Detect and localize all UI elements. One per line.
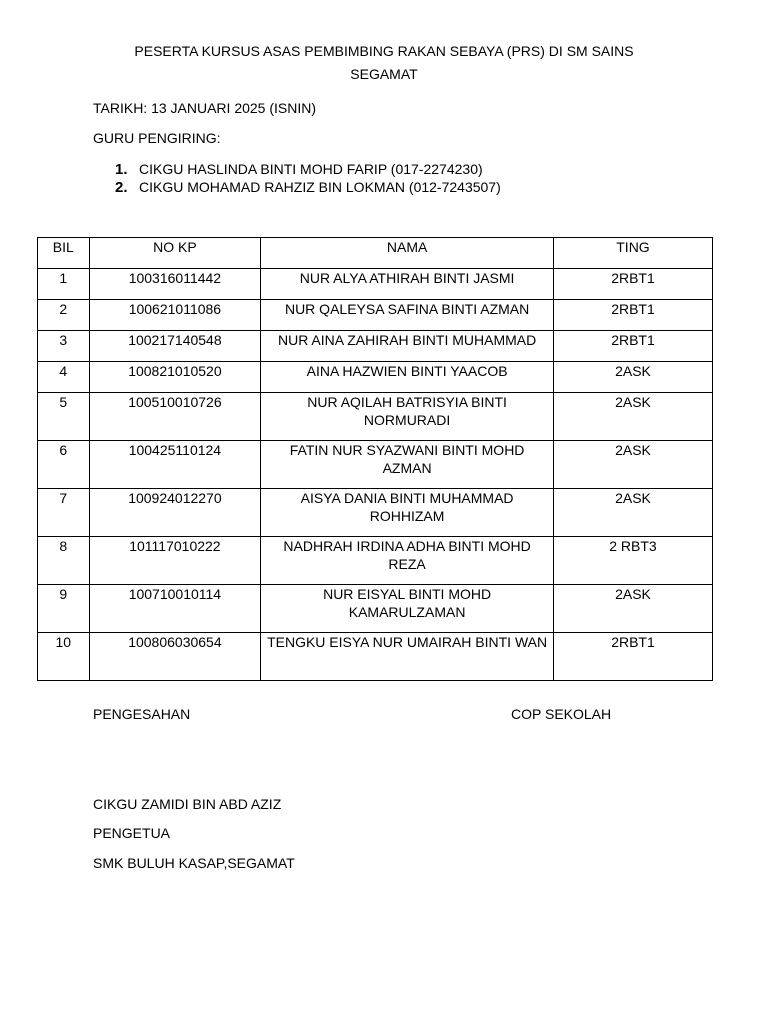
title-line-2: SEGAMAT	[350, 66, 418, 82]
teacher-number: 1.	[115, 161, 128, 178]
school-name: SMK BULUH KASAP,SEGAMAT	[93, 855, 295, 871]
participant-table	[37, 237, 713, 681]
stamp-label: COP SEKOLAH	[511, 706, 612, 722]
cell-ting: 2RBT1	[553, 269, 712, 300]
cell-nama: TENGKU EISYA NUR UMAIRAH BINTI WAN	[261, 633, 554, 681]
document-title	[100, 40, 668, 86]
cell-bil: 9	[38, 585, 90, 633]
cell-bil: 4	[38, 362, 90, 393]
title-line-1: PESERTA KURSUS ASAS PEMBIMBING RAKAN SEBAYA (PRS) DI SM SAINS	[134, 43, 634, 59]
cell-bil: 10	[38, 633, 90, 681]
teacher-list	[115, 160, 501, 196]
signatory-title: PENGETUA	[93, 825, 171, 841]
table-row	[38, 441, 713, 489]
cell-nama: NUR AINA ZAHIRAH BINTI MUHAMMAD	[261, 331, 554, 362]
table-row	[38, 585, 713, 633]
cell-bil: 2	[38, 300, 90, 331]
teacher-text: CIKGU MOHAMAD RAHZIZ BIN LOKMAN (012-7243507)	[139, 179, 501, 195]
cell-nama: NADHRAH IRDINA ADHA BINTI MOHD REZA	[261, 537, 554, 585]
cell-ting: 2ASK	[553, 393, 712, 441]
cell-no-kp: 100217140548	[89, 331, 261, 362]
table-header-row	[38, 238, 713, 269]
cell-ting: 2RBT1	[553, 331, 712, 362]
header-ting: TING	[553, 238, 712, 269]
cell-no-kp: 100806030654	[89, 633, 261, 681]
teacher-item	[115, 160, 501, 178]
cell-bil: 1	[38, 269, 90, 300]
table-row	[38, 393, 713, 441]
cell-ting: 2RBT1	[553, 633, 712, 681]
cell-bil: 5	[38, 393, 90, 441]
table-row	[38, 269, 713, 300]
cell-bil: 6	[38, 441, 90, 489]
header-nama: NAMA	[261, 238, 554, 269]
table-row	[38, 300, 713, 331]
teacher-item	[115, 178, 501, 196]
cell-ting: 2ASK	[553, 441, 712, 489]
signatory-name: CIKGU ZAMIDI BIN ABD AZIZ	[93, 796, 282, 812]
cell-ting: 2ASK	[553, 585, 712, 633]
cell-no-kp: 100621011086	[89, 300, 261, 331]
date-line: TARIKH: 13 JANUARI 2025 (ISNIN)	[93, 100, 317, 116]
header-bil: BIL	[38, 238, 90, 269]
table-row	[38, 489, 713, 537]
cell-no-kp: 100710010114	[89, 585, 261, 633]
cell-bil: 3	[38, 331, 90, 362]
cell-ting: 2 RBT3	[553, 537, 712, 585]
cell-nama: NUR QALEYSA SAFINA BINTI AZMAN	[261, 300, 554, 331]
cell-nama: NUR EISYAL BINTI MOHD KAMARULZAMAN	[261, 585, 554, 633]
cell-no-kp: 100316011442	[89, 269, 261, 300]
cell-bil: 7	[38, 489, 90, 537]
cell-nama: NUR AQILAH BATRISYIA BINTI NORMURADI	[261, 393, 554, 441]
table-row	[38, 537, 713, 585]
cell-nama: NUR ALYA ATHIRAH BINTI JASMI	[261, 269, 554, 300]
cell-ting: 2ASK	[553, 489, 712, 537]
table-row	[38, 362, 713, 393]
teacher-text: CIKGU HASLINDA BINTI MOHD FARIP (017-2274230)	[139, 161, 483, 177]
cell-ting: 2ASK	[553, 362, 712, 393]
cell-bil: 8	[38, 537, 90, 585]
cell-nama: AISYA DANIA BINTI MUHAMMAD ROHHIZAM	[261, 489, 554, 537]
cell-nama: FATIN NUR SYAZWANI BINTI MOHD AZMAN	[261, 441, 554, 489]
approval-label: PENGESAHAN	[93, 706, 191, 722]
cell-no-kp: 100924012270	[89, 489, 261, 537]
cell-nama: AINA HAZWIEN BINTI YAACOB	[261, 362, 554, 393]
table-row	[38, 633, 713, 681]
header-no-kp: NO KP	[89, 238, 261, 269]
cell-no-kp: 101117010222	[89, 537, 261, 585]
cell-no-kp: 100821010520	[89, 362, 261, 393]
cell-ting: 2RBT1	[553, 300, 712, 331]
cell-no-kp: 100510010726	[89, 393, 261, 441]
teacher-number: 2.	[115, 179, 128, 196]
cell-no-kp: 100425110124	[89, 441, 261, 489]
escort-label: GURU PENGIRING:	[93, 130, 221, 146]
table-row	[38, 331, 713, 362]
